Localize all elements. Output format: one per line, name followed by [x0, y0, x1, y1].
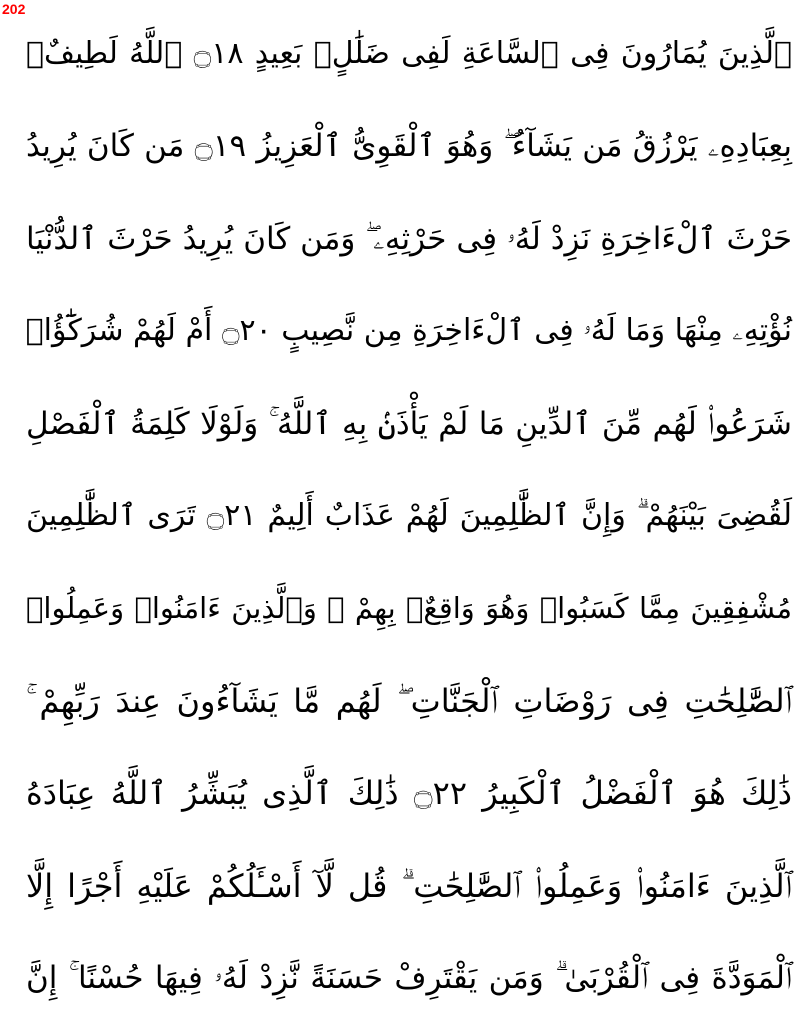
verse-text-block [26, 8, 792, 1024]
page-number: 202 [2, 1, 26, 17]
verse-line-6: لَقُضِىَ بَيْنَهُمْ ۗ وَإِنَّ ٱلظَّٰلِمِينَ لَهُمْ عَذَابٌ أَلِيمٌ ۝٢١ تَرَى ٱلظَّٰلِمِينَ [26, 497, 793, 533]
verse-line-2: بِعِبَادِهِۦ يَرْزُقُ مَن يَشَآءُ ۖ وَهُوَ ٱلْقَوِىُّ ٱلْعَزِيزُ ۝١٩ مَن كَانَ يُرِيدُ [26, 128, 792, 165]
verse-line-8: ٱلصَّٰلِحَٰتِ فِى رَوْضَاتِ ٱلْجَنَّاتِ ۖ لَهُم مَّا يَشَآءُونَ عِندَ رَبِّهِمْ ۚ [26, 681, 792, 720]
verse-line-1: ٱلَّذِينَ يُمَارُونَ فِى ٱلسَّاعَةِ لَفِى ضَلَٰلٍۭ بَعِيدٍ ۝١٨ ٱللَّهُ لَطِيفٌۢ [26, 36, 792, 71]
verse-line-11: ٱلْمَوَدَّةَ فِى ٱلْقُرْبَىٰ ۗ وَمَن يَقْتَرِفْ حَسَنَةً نَّزِدْ لَهُۥ فِيهَا حُسْنًا ۚ إِنَّ [26, 959, 792, 996]
verse-line-7: مُشْفِقِينَ مِمَّا كَسَبُوا۟ وَهُوَ وَاقِعٌۢ بِهِمْ ۗ وَٱلَّذِينَ ءَامَنُوا۟ وَعَمِلُوا۟ [26, 591, 792, 626]
verse-line-4: نُؤْتِهِۦ مِنْهَا وَمَا لَهُۥ فِى ٱلْءَاخِرَةِ مِن نَّصِيبٍ ۝٢٠ أَمْ لَهُمْ شُرَكَٰٓؤُا۟ [25, 313, 792, 349]
verse-line-3: حَرْثَ ٱلْءَاخِرَةِ نَزِدْ لَهُۥ فِى حَرْثِهِۦ ۖ وَمَن كَانَ يُرِيدُ حَرْثَ ٱلدُّنْيَا [26, 220, 792, 257]
verse-line-10: ٱلَّذِينَ ءَامَنُوا۟ وَعَمِلُوا۟ ٱلصَّٰلِحَٰتِ ۗ قُل لَّآ أَسْـَٔلُكُمْ عَلَيْهِ أَجْرًا إِلَّا [26, 866, 792, 905]
verse-line-5: شَرَعُوا۟ لَهُم مِّنَ ٱلدِّينِ مَا لَمْ يَأْذَنۢ بِهِ ٱللَّهُ ۚ وَلَوْلَا كَلِمَةُ ٱلْفَصْلِ [26, 405, 792, 442]
verse-line-9: ذَٰلِكَ هُوَ ٱلْفَضْلُ ٱلْكَبِيرُ ۝٢٢ ذَٰلِكَ ٱلَّذِى يُبَشِّرُ ٱللَّهُ عِبَادَهُ [26, 774, 793, 813]
